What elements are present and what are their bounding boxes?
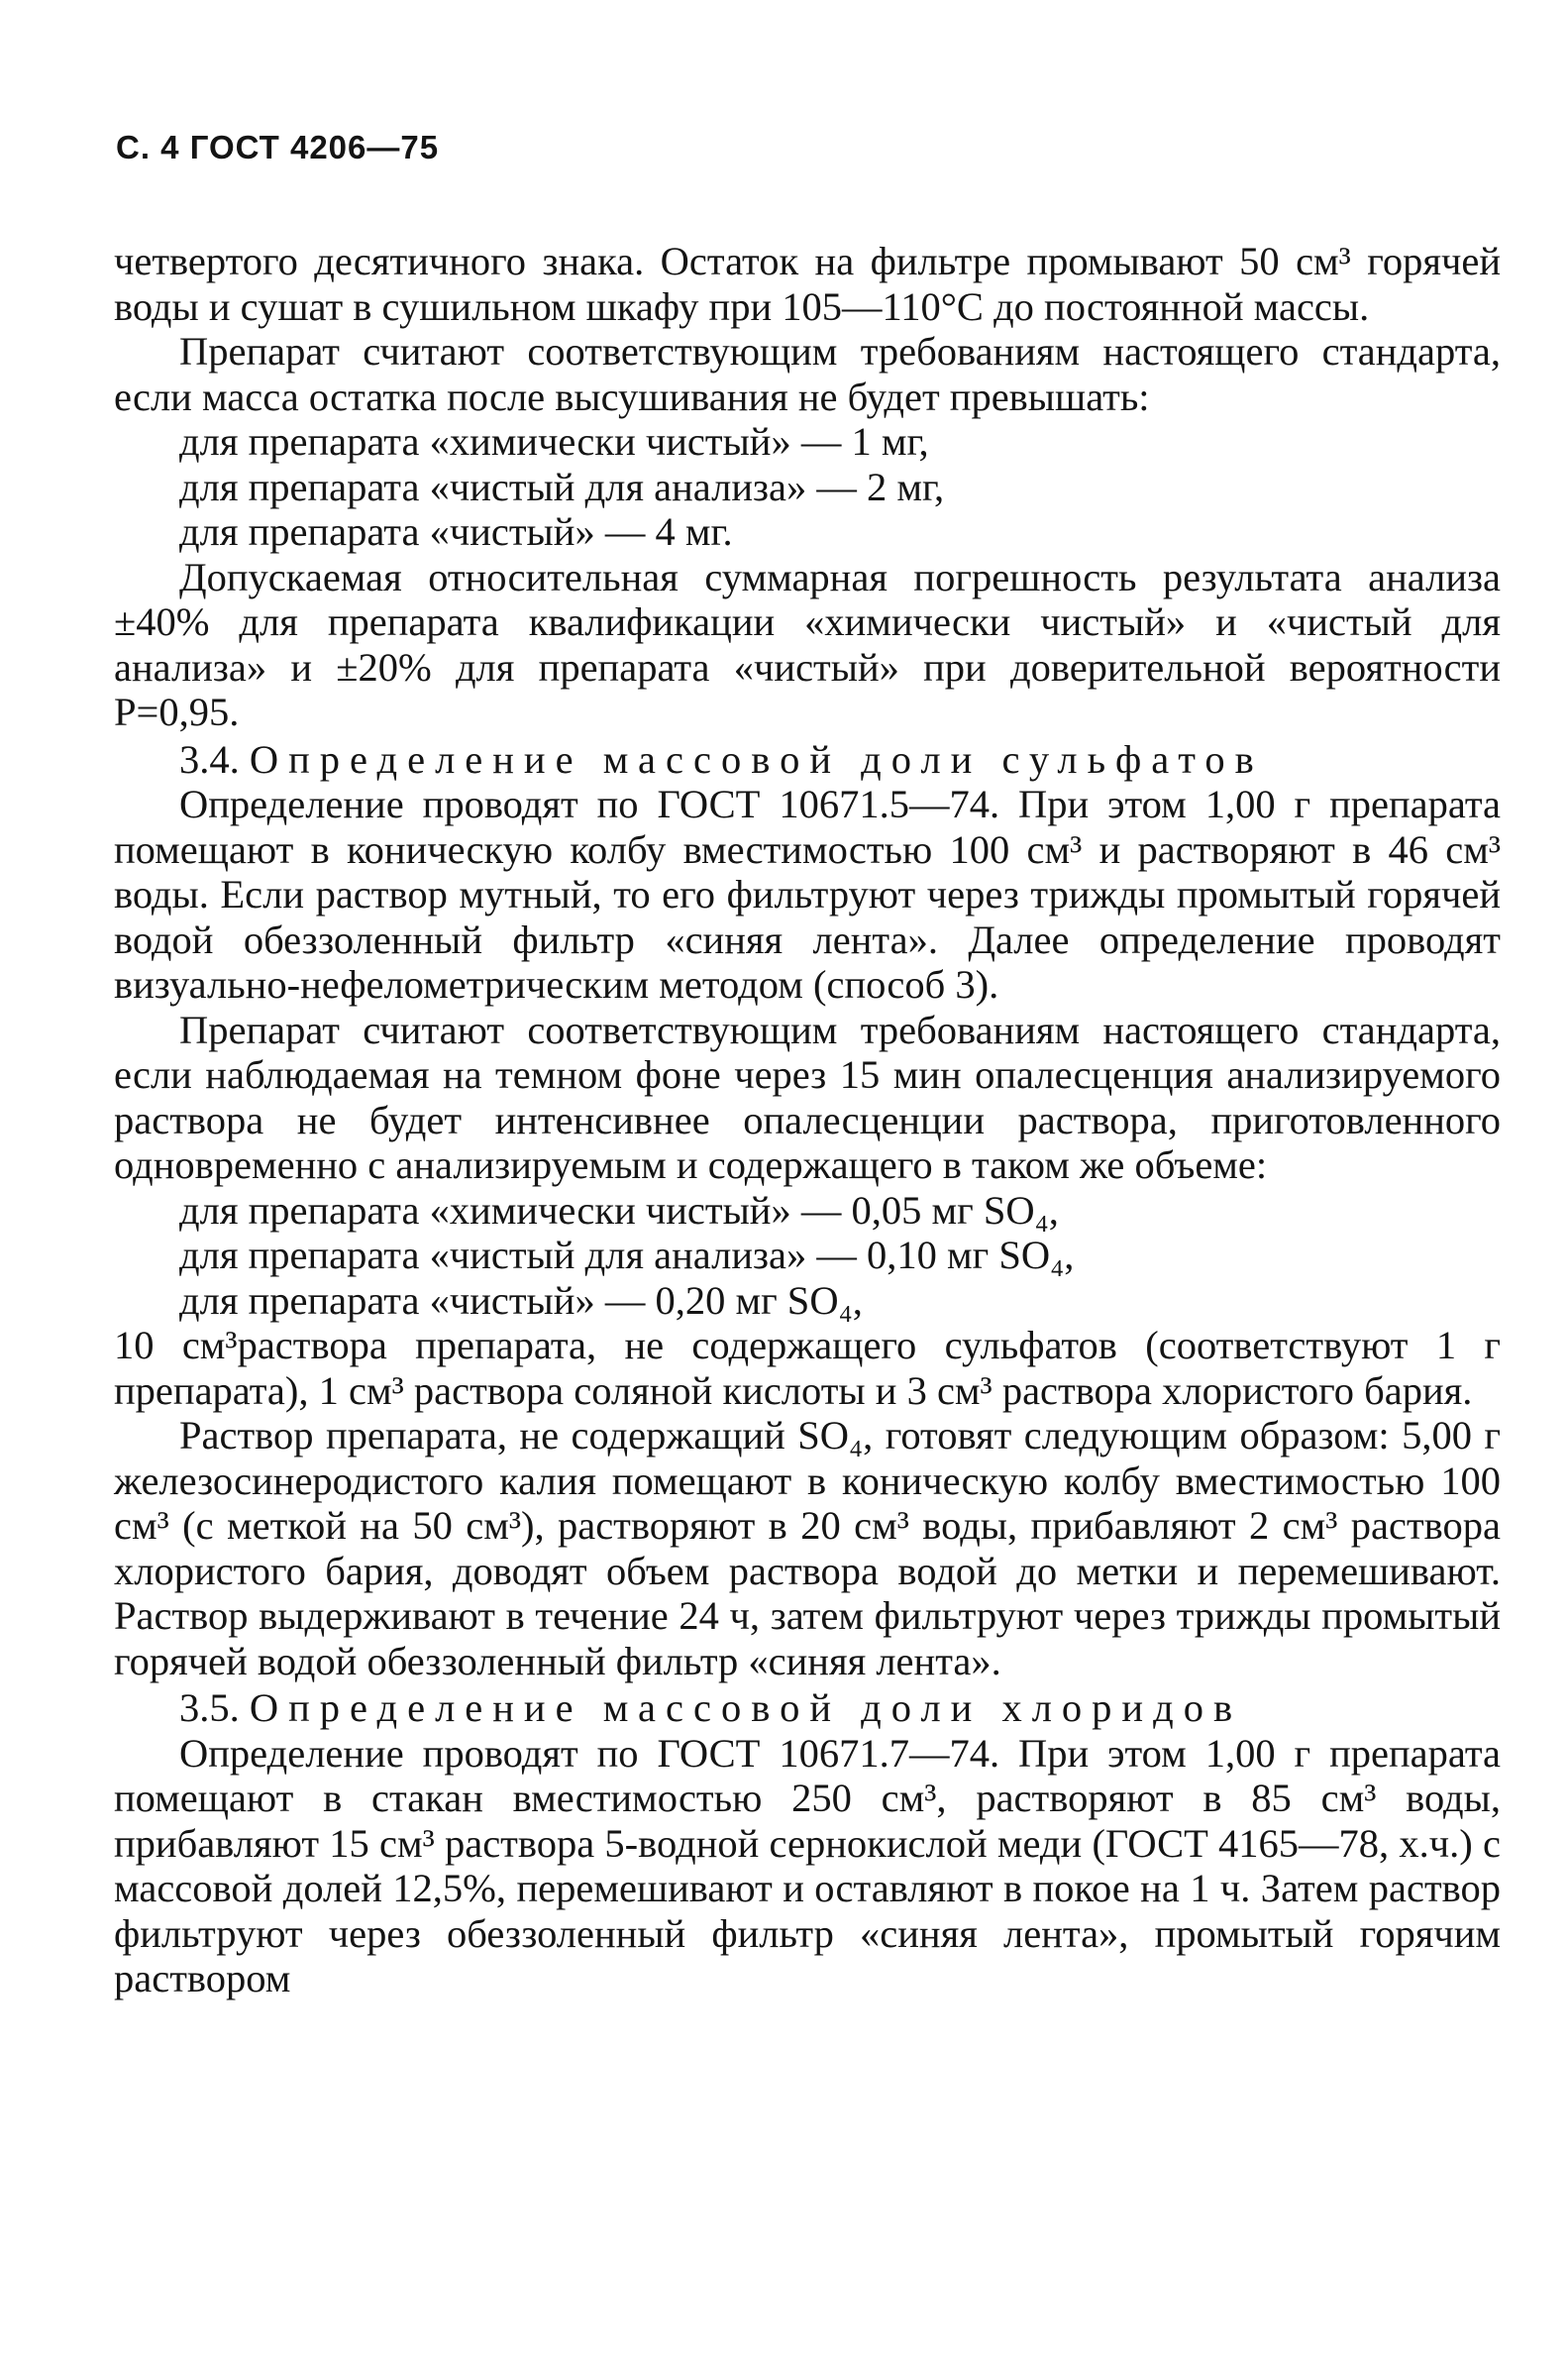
paragraph: Определение проводят по ГОСТ 10671.5—74. При этом 1,00 г препарата помещают в коническую колбу вместимостью 100 см³ и растворяют в 46 см³ воды. Если раствор мутный, то его фильтруют через трижды промытый горячей водой обеззоленный фильтр «синяя лента». Далее определение проводят визуально-нефелометрическим методом (способ 3). xyxy=(114,782,1501,1007)
paragraph: Препарат считают соответствующим требованиям настоящего стандарта, если наблюдаемая на темном фоне через 15 мин опалесценция анализируемого раствора не будет интенсивнее опалесценции раствора, приготовленного одновременно с анализируемым и содержащего в таком же объеме: xyxy=(114,1007,1501,1187)
section-number: 3.5. xyxy=(179,1685,240,1730)
paragraph: Раствор препарата, не содержащий SO₄, готовят следующим образом: 5,00 г железосинеродистого калия помещают в коническую колбу вместимостью 100 см³ (с меткой на 50 см³), растворяют в 20 см³ воды, прибавляют 2 см³ раствора хлористого бария, доводят объем раствора водой до метки и перемешивают. Раствор выдерживают в течение 24 ч, затем фильтруют через трижды промытый горячей водой обеззоленный фильтр «синяя лента». xyxy=(114,1413,1501,1683)
list-item: для препарата «чистый для анализа» — 0,10 мг SO₄, xyxy=(179,1233,1075,1277)
list-item: для препарата «чистый» — 0,20 мг SO₄, xyxy=(179,1277,863,1323)
paragraph: 10 см³раствора препарата, не содержащего сульфатов (соответствуют 1 г препарата), 1 см³ раствора соляной кислоты и 3 см³ раствора хлористого бария. xyxy=(114,1323,1501,1413)
section-title: Определение массовой доли сульфатов xyxy=(249,736,1264,782)
list-item: для препарата «химически чистый» — 1 мг, xyxy=(179,419,929,464)
section-heading-3-5 xyxy=(114,1685,1501,1731)
paragraph: Допускаемая относительная суммарная погрешность результата анализа ±40% для препарата квалификации «химически чистый» и «чистый для анализа» и ±20% для препарата «чистый» при доверительной вероятности Р=0,95. xyxy=(114,554,1501,734)
list-item: для препарата «химически чистый» — 0,05 мг SO₄, xyxy=(179,1187,1059,1233)
document-body xyxy=(114,239,1501,2001)
list-item: для препарата «чистый для анализа» — 2 мг, xyxy=(179,464,945,509)
paragraph: Препарат считают соответствующим требованиям настоящего стандарта, если масса остатка после высушивания не будет превышать: xyxy=(114,329,1501,419)
list-item: для препарата «чистый» — 4 мг. xyxy=(179,509,733,554)
paragraph: Определение проводят по ГОСТ 10671.7—74. При этом 1,00 г препарата помещают в стакан вместимостью 250 см³, растворяют в 85 см³ воды, прибавляют 15 см³ раствора 5-водной сернокислой меди (ГОСТ 4165—78, х.ч.) с массовой долей 12,5%, перемешивают и оставляют в покое на 1 ч. Затем раствор фильтруют через обеззоленный фильтр «синяя лента», промытый горячим раствором xyxy=(114,1730,1501,2000)
page-header: С. 4 ГОСТ 4206—75 xyxy=(116,129,440,165)
document-page xyxy=(114,129,1501,2001)
paragraph: четвертого десятичного знака. Остаток на фильтре промывают 50 см³ горячей воды и сушат в сушильном шкафу при 105—110°С до постоянной массы. xyxy=(114,239,1501,329)
section-number: 3.4. xyxy=(179,736,240,782)
section-title: Определение массовой доли хлоридов xyxy=(249,1685,1243,1730)
section-heading-3-4 xyxy=(114,737,1501,783)
